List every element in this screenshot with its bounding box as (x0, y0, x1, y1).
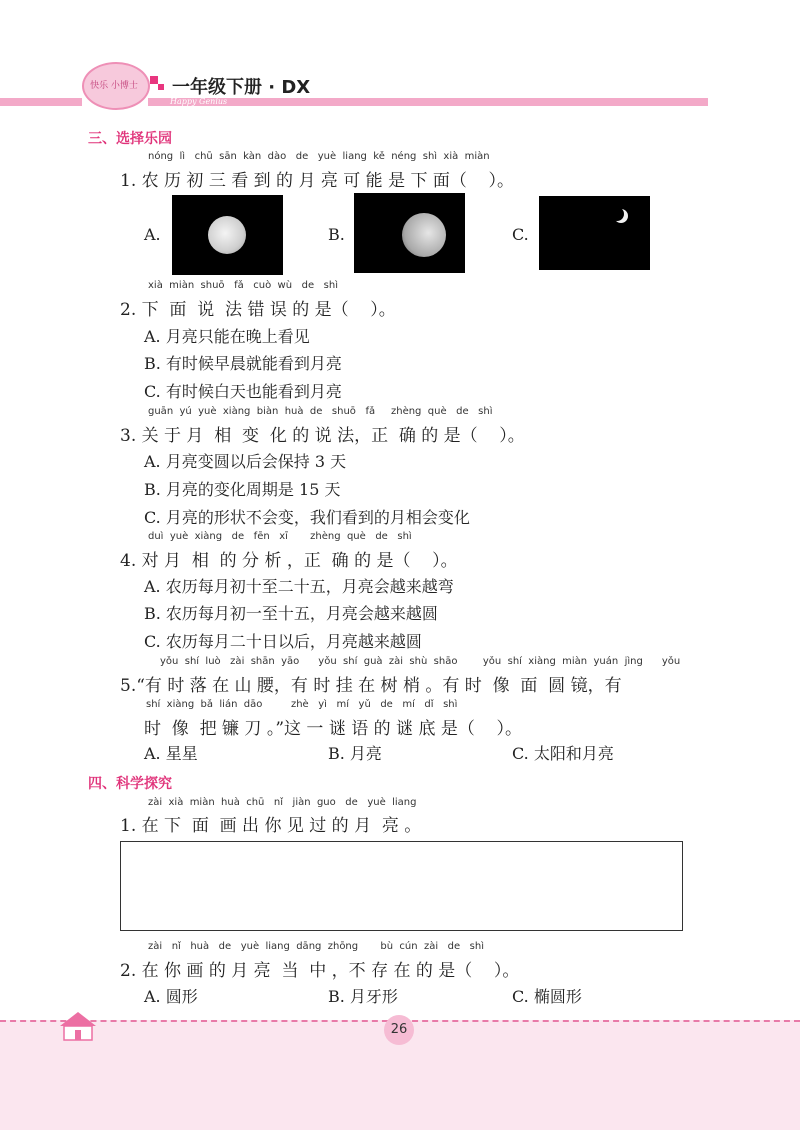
house-icon (56, 1010, 100, 1042)
full-moon-image (172, 195, 283, 275)
header-square-icon (150, 76, 158, 84)
q1-text: 1. 农 历 初 三 看 到 的 月 亮 可 能 是 下 面（ ）。 (120, 171, 514, 191)
q2-pinyin: xià miàn shuō fǎ cuò wù de shì (148, 280, 338, 291)
q5-pinyin-line2: shí xiàng bǎ lián dāo zhè yì mí yǔ de mí dǐ shì (146, 699, 458, 710)
header-band-left (0, 98, 82, 106)
q3-pinyin: guān yú yuè xiàng biàn huà de shuō fǎ zhèng què de shì (148, 406, 493, 417)
q5-pinyin-line1: yǒu shí luò zài shān yāo yǒu shí guà zài shù shāo yǒu shí xiàng miàn yuán jìng yǒu (160, 656, 681, 667)
q3-option-a: A. 月亮变圆以后会保持 3 天 (144, 452, 347, 471)
q1-option-a-label: A. (144, 225, 161, 244)
header-square-icon-small (158, 84, 164, 90)
section-title-choice: 三、选择乐园 (88, 131, 172, 147)
q6-pinyin: zài xià miàn huà chū nǐ jiàn guo de yuè liang (148, 797, 417, 808)
q2-option-b: B. 有时候早晨就能看到月亮 (144, 354, 342, 373)
q4-option-a: A. 农历每月初十至二十五，月亮会越来越弯 (144, 577, 454, 596)
q5-text-line2: 时 像 把 镰 刀 。”这 一 谜 语 的 谜 底 是（ ）。 (144, 719, 522, 739)
q7-option-b: B. 月牙形 (328, 987, 398, 1006)
q3-option-c: C. 月亮的形状不会变，我们看到的月相会变化 (144, 508, 470, 527)
q7-option-a: A. 圆形 (144, 987, 198, 1006)
q7-pinyin: zài nǐ huà de yuè liang dāng zhōng bù cún zài de shì (148, 941, 485, 952)
q3-option-b: B. 月亮的变化周期是 15 天 (144, 480, 341, 499)
q3-text: 3. 关 于 月 相 变 化 的 说 法，正 确 的 是（ ）。 (120, 426, 525, 446)
header-band (148, 98, 708, 106)
q2-option-c: C. 有时候白天也能看到月亮 (144, 382, 342, 401)
gibbous-moon-icon (402, 213, 446, 257)
page-number: 26 (384, 1015, 414, 1045)
crescent-moon-image (539, 196, 650, 270)
q4-option-b: B. 农历每月初一至十五，月亮会越来越圆 (144, 604, 438, 623)
gibbous-moon-image (354, 193, 465, 273)
q1-pinyin: nóng lì chū sān kàn dào de yuè liang kě néng shì xià miàn (148, 151, 490, 162)
q4-option-c: C. 农历每月二十日以后，月亮越来越圆 (144, 632, 422, 651)
q4-pinyin: duì yuè xiàng de fēn xī zhèng què de shì (148, 531, 412, 542)
q1-option-b-label: B. (328, 225, 345, 244)
drawing-box[interactable] (120, 841, 683, 931)
q6-text: 1. 在 下 面 画 出 你 见 过 的 月 亮 。 (120, 816, 422, 836)
q5-option-c: C. 太阳和月亮 (512, 744, 614, 763)
q7-text: 2. 在 你 画 的 月 亮 当 中 ，不 存 在 的 是（ ）。 (120, 961, 520, 981)
page-title: 一年级下册 · DX (172, 77, 311, 98)
q2-text: 2. 下 面 说 法 错 误 的 是（ ）。 (120, 300, 396, 320)
section-title-explore: 四、科学探究 (88, 776, 172, 792)
q7-option-c: C. 椭圆形 (512, 987, 582, 1006)
crescent-moon-icon (611, 206, 631, 226)
q2-option-a: A. 月亮只能在晚上看见 (144, 327, 310, 346)
header-subtitle: Happy Genius (170, 97, 228, 106)
logo-text: 快乐 小博士 (90, 81, 138, 91)
q5-text-line1: 5.“有 时 落 在 山 腰，有 时 挂 在 树 梢 。有 时 像 面 圆 镜，有 (120, 676, 622, 696)
q5-option-a: A. 星星 (144, 744, 198, 763)
q1-option-c-label: C. (512, 225, 529, 244)
full-moon-icon (208, 216, 246, 254)
q5-option-b: B. 月亮 (328, 744, 382, 763)
q4-text: 4. 对 月 相 的 分 析 ，正 确 的 是（ ）。 (120, 551, 458, 571)
